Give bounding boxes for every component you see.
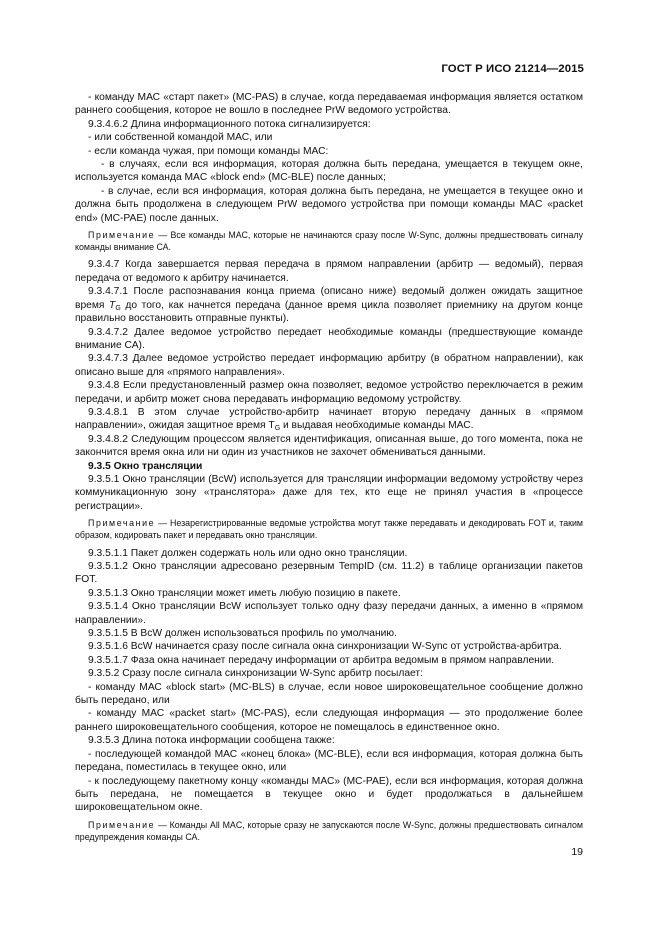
paragraph: 9.3.5.1 Окно трансляции (BcW) используется для трансляции информации ведомому устройству через коммуникационную зону «транслятора» даже для тех, кто еще не принял участия в «процессе регистрации». [75, 473, 583, 512]
paragraph: 9.3.5.1.1 Пакет должен содержать ноль или одно окно трансляции. [88, 547, 408, 559]
symbol-t: T [109, 299, 116, 311]
paragraph: 9.3.5.3 Длина потока информации сообщена также: [88, 735, 335, 747]
list-item: - команду МАС «packet start» (MC-PAS), если следующая информация — это продолжение более раннего широковещательного сообщения, которое не помещалось в единственное окно. [75, 708, 583, 733]
note [75, 819, 583, 843]
paragraph-text: до того, как начнется передача (данное время цикла позволяет приемнику на другом конце правильно восстановить отправные пункты). [75, 299, 584, 325]
paragraph: 9.3.5.1.3 Окно трансляции может иметь любую позицию в пакете. [88, 587, 401, 599]
paragraph: 9.3.5.1.7 Фаза окна начинает передачу информации от арбитра ведомым в прямом направлении. [88, 654, 555, 666]
list-item: - или собственной командой МАС, или [88, 132, 273, 144]
paragraph: 9.3.5.1.2 Окно трансляции адресовано резервным TempID (см. 11.2) в таблице организации пакетов FOT. [75, 561, 583, 586]
document-body [75, 91, 583, 848]
paragraph: 9.3.5.2 Сразу после сигнала синхронизации W-Sync арбитр посылает: [88, 668, 423, 680]
paragraph: 9.3.4.8 Если предустановленный размер окна позволяет, ведомое устройство переключается в режим передачи, и арбитр может снова передавать информацию ведомому устройству. [75, 380, 583, 405]
note-text: — Незарегистрированные ведомые устройства могут также передавать и декодировать FOT и, таким образом, кодировать пакет и передавать окно трансляции. [75, 518, 583, 541]
paragraph: 9.3.5.1.4 Окно трансляции BcW использует только одну фазу передачи данных, а именно в «прямом направлении». [75, 601, 583, 626]
subscript-g: G [115, 304, 121, 312]
note-label: Примечание [88, 230, 156, 241]
paragraph: 9.3.5.1.6 BcW начинается сразу после сигнала окна синхронизации W-Sync от устройства-арбитра. [88, 641, 562, 653]
list-item: - если команда чужая, при помощи команды МАС: [88, 145, 329, 157]
paragraph: 9.3.4.7.3 Далее ведомое устройство передает информацию арбитру (в обратном направлении), как описано выше для «прямого направления». [75, 353, 583, 378]
paragraph: 9.3.4.7.2 Далее ведомое устройство передает необходимые команды (предшествующие команде внимание СА). [75, 326, 583, 351]
paragraph: 9.3.4.8.2 Следующим процессом является идентификация, описанная выше, до того момента, пока не закончится время окна или ни один из участников не захочет обмениваться данными. [75, 433, 583, 459]
paragraph-text: 9.3.4.8.1 В этом случае устройство-арбитр начинает вторую передачу данных в «прямом направлении», ожидая защитное время T [75, 406, 583, 432]
paragraph: - команду МАС «старт пакет» (MC-PAS) в случае, когда передаваемая информация является остатком раннего сообщения, которое не вошло в последнее PrW ведомого устройства. [75, 92, 583, 117]
standard-header: ГОСТ Р ИСО 21214—2015 [441, 63, 584, 75]
sub-list-item: - в случае, если вся информация, которая должна быть передана, не умещается в текущее окно и должна быть продолжена в следующем PrW ведомого устройства при помощи команды MAC «packet end» (MC-PAE) после данных. [75, 185, 583, 224]
sub-list-item: - в случаях, если вся информация, которая должна быть передана, умещается в текущем окне, используется команда MAC «block end» (MC-BLE) после данных; [75, 159, 583, 184]
paragraph-text: и выдавая необходимые команды МАС. [280, 420, 474, 432]
subscript-g: G [274, 425, 281, 433]
list-item: - последующей командой МАС «конец блока» (MC-BLE), если вся информация, которая должна быть передана, поместилась в текущее окно, или [75, 748, 583, 774]
note [75, 229, 583, 253]
note-label: Примечание [88, 819, 156, 830]
paragraph [75, 285, 583, 325]
paragraph [75, 406, 583, 433]
page-number: 19 [571, 846, 583, 858]
list-item: - команду МАС «block start» (MC-BLS) в случае, если новое широковещательное сообщение должно быть передано, или [75, 681, 583, 707]
note-text: — Команды All MAC, которые сразу не запускаются после W-Sync, должны предшествовать сигналом предупреждения команды СА. [75, 819, 583, 842]
list-item: - к последующему пакетному концу «команды МАС» (MC-PAE), если вся информация, которая должна быть передана, не помещается в текущее окно и будет продолжаться в дальнейшем широковещательном окне. [75, 775, 583, 814]
note-text: — Все команды МАС, которые не начинаются сразу после W-Sync, должны предшествовать сигналу команды внимание СА. [75, 230, 583, 253]
paragraph: 9.3.4.6.2 Длина информационного потока сигнализируется: [88, 118, 371, 130]
paragraph: 9.3.5.1.5 В BcW должен использоваться профиль по умолчанию. [88, 628, 397, 640]
paragraph: 9.3.4.7 Когда завершается первая передача в прямом направлении (арбитр — ведомый), первая передача от ведомого к арбитру начинается. [75, 259, 583, 284]
paragraph-text: 9.3.4.7.1 После распознавания конца приема (описано ниже) ведомый должен ожидать защитное время [75, 286, 583, 311]
note-label: Примечание [88, 518, 156, 529]
note [75, 517, 583, 541]
section-heading: 9.3.5 Окно трансляции [88, 460, 203, 472]
